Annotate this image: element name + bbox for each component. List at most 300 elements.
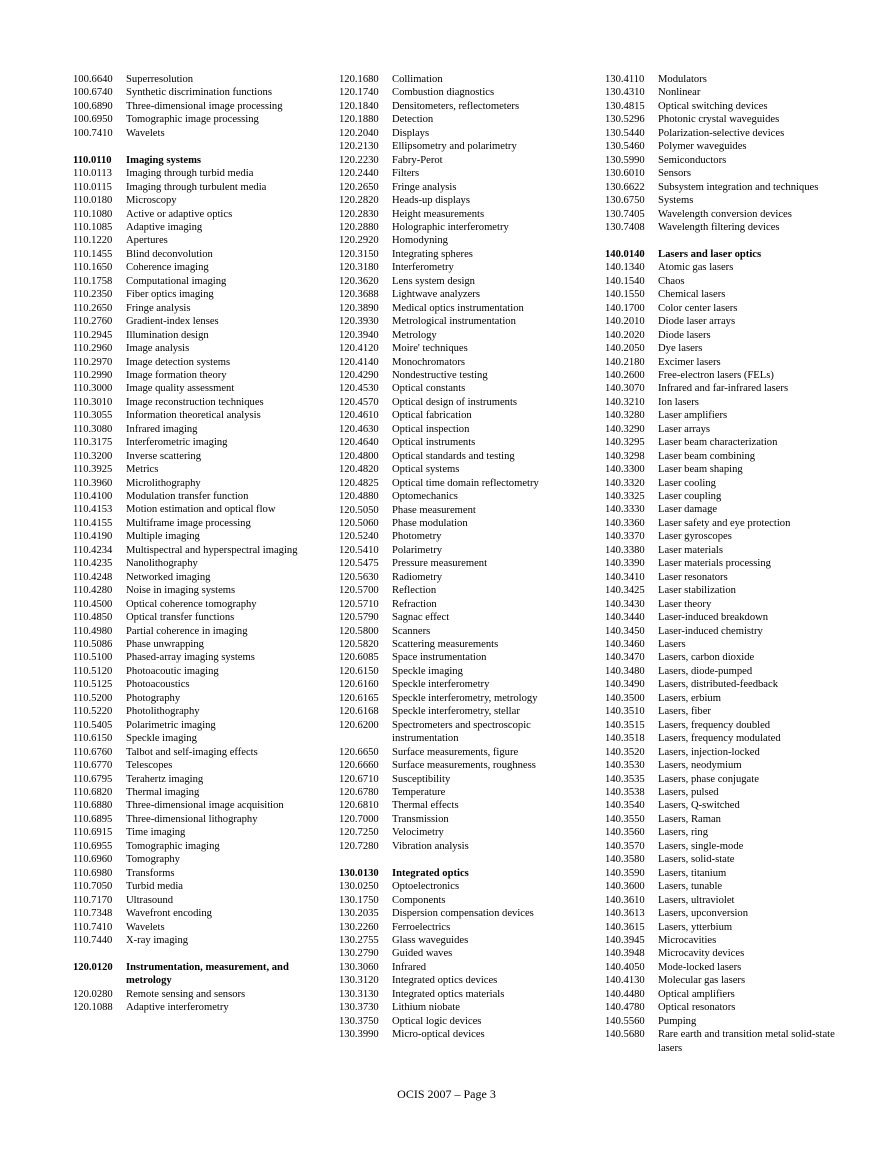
code-entry	[339, 342, 579, 355]
entry-label: Laser-induced chemistry	[658, 625, 763, 637]
entry-label: Lasers, frequency doubled	[658, 719, 771, 731]
entry-code: 120.5050	[339, 504, 379, 516]
code-entry	[339, 759, 579, 772]
entry-label: Lasers, fiber	[658, 706, 711, 718]
code-entry	[339, 409, 579, 422]
page-footer: OCIS 2007 – Page 3	[397, 1087, 496, 1101]
entry-code: 120.2130	[339, 141, 379, 153]
entry-code: 140.3425	[605, 585, 645, 597]
code-entry	[73, 356, 303, 369]
entry-code: 100.6740	[73, 87, 113, 99]
entry-code: 140.3530	[605, 760, 645, 772]
code-entry	[73, 329, 303, 342]
entry-code: 120.2830	[339, 208, 379, 220]
entry-code: 130.7408	[605, 221, 645, 233]
entry-label: Speckle imaging	[392, 665, 463, 677]
code-entry	[73, 181, 303, 194]
code-entry	[605, 181, 835, 194]
entry-code: 110.3055	[73, 410, 113, 422]
code-entry	[339, 907, 579, 920]
entry-label: Laser beam shaping	[658, 464, 743, 476]
code-entry	[339, 705, 579, 718]
entry-code: 130.2035	[339, 908, 379, 920]
entry-code: 100.7410	[73, 127, 113, 139]
entry-code: 120.4640	[339, 437, 379, 449]
entry-label: Lasers and laser optics	[658, 248, 762, 260]
entry-code: 130.4110	[605, 74, 645, 85]
code-entry	[339, 638, 579, 651]
entry-label: Three-dimensional image processing	[126, 100, 283, 112]
entry-label: Lasers, carbon dioxide	[658, 652, 755, 664]
entry-code: 140.3460	[605, 639, 645, 651]
code-entry	[605, 194, 835, 207]
code-entry	[605, 773, 835, 786]
entry-label: Lasers, Q-switched	[658, 800, 740, 812]
entry-label: Microcavity devices	[658, 948, 745, 960]
entry-label: Phase measurement	[392, 504, 476, 516]
entry-code: 110.2960	[73, 343, 113, 355]
column-3	[605, 73, 835, 1055]
entry-label: Partial coherence in imaging	[126, 625, 248, 637]
entry-code: 110.2760	[73, 316, 113, 328]
entry-code: 120.2230	[339, 154, 379, 166]
code-entry	[605, 921, 835, 934]
entry-label: Wavefront encoding	[126, 908, 212, 920]
entry-code: 120.6200	[339, 719, 379, 731]
code-entry	[605, 382, 835, 395]
entry-label: Phase unwrapping	[126, 639, 204, 651]
code-entry	[339, 356, 579, 369]
entry-code: 120.1680	[339, 74, 379, 85]
entry-label: Detection	[392, 114, 434, 126]
code-entry	[339, 813, 579, 826]
entry-label: Speckle imaging	[126, 733, 197, 745]
code-entry	[73, 934, 303, 947]
code-entry	[339, 504, 579, 517]
entry-label: Laser beam characterization	[658, 437, 778, 449]
entry-label: Photolithography	[126, 706, 200, 718]
entry-code: 140.3430	[605, 598, 645, 610]
entry-code: 110.0110	[73, 154, 112, 166]
entry-label: Superresolution	[126, 74, 194, 85]
entry-code: 140.4050	[605, 961, 645, 973]
entry-label: Components	[392, 894, 446, 906]
code-entry	[605, 813, 835, 826]
entry-code: 120.6168	[339, 706, 379, 718]
entry-code: 100.6890	[73, 100, 113, 112]
entry-code: 110.7170	[73, 894, 113, 906]
entry-label: Networked imaging	[126, 571, 211, 583]
code-entry	[339, 799, 579, 812]
code-entry	[605, 127, 835, 140]
entry-label: X-ray imaging	[126, 934, 189, 946]
entry-label: Photography	[126, 692, 181, 704]
entry-code: 110.3960	[73, 477, 113, 489]
entry-label: Vibration analysis	[392, 840, 469, 852]
entry-code: 140.3538	[605, 787, 645, 798]
code-entry	[73, 369, 303, 382]
code-entry	[339, 100, 579, 113]
entry-label: Speckle interferometry, metrology	[392, 692, 538, 704]
code-entry	[605, 1001, 835, 1014]
code-entry	[605, 934, 835, 947]
entry-code: 130.4815	[605, 100, 645, 112]
entry-code: 110.6960	[73, 854, 113, 866]
entry-label: Filters	[392, 168, 420, 180]
entry-label: Modulation transfer function	[126, 491, 249, 503]
entry-code: 140.3610	[605, 894, 645, 906]
code-entry	[339, 773, 579, 786]
entry-label: Lasers, ytterbium	[658, 921, 733, 933]
entry-label: Sagnac effect	[392, 612, 450, 624]
code-entry	[605, 288, 835, 301]
code-entry	[73, 732, 303, 745]
entry-label: Pressure measurement	[392, 558, 488, 570]
entry-label: Sensors	[658, 168, 691, 180]
entry-code: 140.3325	[605, 491, 645, 503]
entry-code: 140.3360	[605, 517, 645, 529]
code-entry	[605, 490, 835, 503]
code-entry	[73, 167, 303, 180]
code-entry	[339, 665, 579, 678]
code-entry	[605, 826, 835, 839]
entry-label: Infrared and far-infrared lasers	[658, 383, 789, 395]
entry-label: Laser gyroscopes	[658, 531, 732, 543]
entry-label: Holographic interferometry	[392, 221, 509, 233]
code-entry	[605, 1015, 835, 1028]
entry-label: Information theoretical analysis	[126, 410, 261, 422]
entry-code: 140.5680	[605, 1029, 645, 1041]
code-entry	[73, 557, 303, 570]
entry-label: Wavelength filtering devices	[658, 221, 780, 233]
entry-code: 120.6780	[339, 787, 379, 799]
entry-code: 110.3175	[73, 437, 113, 449]
entry-code: 120.6810	[339, 800, 379, 812]
entry-code: 140.3370	[605, 531, 645, 543]
entry-label: Guided waves	[392, 948, 453, 960]
entry-label: Polarization-selective devices	[658, 127, 785, 139]
code-entry	[605, 719, 835, 732]
entry-label: Three-dimensional image acquisition	[126, 800, 284, 812]
entry-label: Laser safety and eye protection	[658, 517, 791, 529]
entry-code: 110.3200	[73, 450, 113, 462]
code-entry	[339, 719, 579, 746]
entry-label: Velocimetry	[392, 827, 444, 839]
code-entry	[605, 503, 835, 516]
entry-code: 110.4190	[73, 531, 113, 543]
entry-code: 110.5100	[73, 652, 113, 664]
entry-label: Transmission	[392, 813, 449, 825]
entry-code: 130.6750	[605, 195, 645, 207]
entry-label: Integrated optics materials	[392, 988, 505, 1000]
code-entry	[73, 234, 303, 247]
entry-label: Radiometry	[392, 571, 443, 583]
code-entry	[73, 773, 303, 786]
entry-label: Photometry	[392, 531, 442, 543]
entry-code: 140.1550	[605, 289, 645, 301]
entry-code: 140.1540	[605, 275, 645, 287]
code-entry	[605, 369, 835, 382]
code-entry	[73, 409, 303, 422]
entry-code: 110.1650	[73, 262, 113, 274]
code-entry	[339, 477, 579, 490]
entry-code: 130.3990	[339, 1029, 379, 1041]
code-entry	[339, 382, 579, 395]
entry-code: 120.4530	[339, 383, 379, 395]
entry-label: Wavelength conversion devices	[658, 208, 792, 220]
code-entry	[73, 584, 303, 597]
code-entry	[605, 221, 835, 234]
entry-code: 110.0113	[73, 168, 112, 180]
entry-code: 140.3510	[605, 706, 645, 718]
entry-label: Lasers, phase conjugate	[658, 773, 759, 785]
code-entry	[339, 557, 579, 570]
entry-label: Optical instruments	[392, 437, 476, 449]
entry-code: 140.3500	[605, 692, 645, 704]
entry-label: Illumination design	[126, 329, 209, 341]
code-entry	[605, 315, 835, 328]
entry-code: 140.3210	[605, 396, 645, 408]
code-entry	[339, 275, 579, 288]
column-2	[339, 73, 579, 1042]
entry-label: Optical coherence tomography	[126, 598, 257, 610]
entry-label: Reflection	[392, 585, 437, 597]
entry-label: Microcavities	[658, 934, 717, 946]
entry-code: 110.7050	[73, 881, 113, 893]
section-spacer	[73, 140, 303, 153]
code-entry	[605, 867, 835, 880]
entry-label: Speckle interferometry, stellar	[392, 706, 520, 718]
entry-code: 140.3470	[605, 652, 645, 664]
entry-code: 110.5120	[73, 665, 113, 677]
entry-code: 120.4825	[339, 477, 379, 489]
entry-code: 120.6150	[339, 665, 379, 677]
entry-code: 140.4130	[605, 975, 645, 987]
code-entry	[605, 73, 835, 86]
entry-code: 120.1880	[339, 114, 379, 126]
entry-code: 130.0250	[339, 881, 379, 893]
entry-label: Chaos	[658, 275, 685, 287]
code-entry	[605, 638, 835, 651]
entry-code: 120.5710	[339, 598, 379, 610]
code-entry	[73, 463, 303, 476]
code-entry	[339, 288, 579, 301]
code-entry	[339, 1028, 579, 1041]
entry-code: 140.3515	[605, 719, 645, 731]
entry-code: 110.6895	[73, 813, 113, 825]
entry-code: 140.4780	[605, 1002, 645, 1014]
code-entry	[339, 517, 579, 530]
entry-code: 110.1220	[73, 235, 113, 247]
code-entry	[339, 826, 579, 839]
code-entry	[73, 665, 303, 678]
code-entry	[605, 625, 835, 638]
entry-label: Speckle interferometry	[392, 679, 490, 691]
entry-label: Height measurements	[392, 208, 485, 220]
entry-code: 140.3550	[605, 813, 645, 825]
entry-code: 120.4800	[339, 450, 379, 462]
code-entry	[605, 302, 835, 315]
code-entry	[605, 571, 835, 584]
column-1	[73, 73, 303, 1015]
entry-code: 120.3620	[339, 275, 379, 287]
entry-code: 110.1085	[73, 221, 113, 233]
code-entry	[605, 799, 835, 812]
entry-label: Remote sensing and sensors	[126, 988, 246, 1000]
entry-label: Spectrometers and spectroscopic instrumentation	[392, 719, 531, 745]
entry-label: Laser-induced breakdown	[658, 612, 769, 624]
code-entry	[605, 611, 835, 624]
entry-code: 130.5296	[605, 114, 645, 126]
entry-code: 110.4153	[73, 504, 113, 516]
entry-code: 120.6650	[339, 746, 379, 758]
entry-code: 110.3000	[73, 383, 113, 395]
entry-label: Lasers, Raman	[658, 813, 721, 825]
entry-code: 110.7348	[73, 908, 113, 920]
code-entry	[605, 356, 835, 369]
entry-label: Lasers, pulsed	[658, 787, 719, 798]
entry-label: Lithium niobate	[392, 1002, 460, 1014]
entry-label: Optical amplifiers	[658, 988, 735, 1000]
entry-code: 120.4120	[339, 343, 379, 355]
entry-label: Polarimetry	[392, 544, 443, 556]
entry-code: 120.2920	[339, 235, 379, 247]
entry-label: Noise in imaging systems	[126, 585, 236, 597]
entry-code: 120.0120	[73, 961, 113, 973]
entry-label: Systems	[658, 195, 694, 207]
entry-code: 120.6085	[339, 652, 379, 664]
code-entry	[339, 974, 579, 987]
entry-label: Integrating spheres	[392, 248, 473, 260]
entry-code: 110.2990	[73, 369, 113, 381]
entry-code: 140.3560	[605, 827, 645, 839]
entry-label: Chemical lasers	[658, 289, 726, 301]
entry-label: Microscopy	[126, 195, 177, 207]
code-entry	[73, 746, 303, 759]
entry-label: Rare earth and transition metal solid-state lasers	[658, 1029, 835, 1054]
entry-code: 110.6915	[73, 827, 113, 839]
section-heading	[605, 248, 835, 261]
code-entry	[605, 100, 835, 113]
code-entry	[605, 947, 835, 960]
code-entry	[605, 746, 835, 759]
entry-code: 140.2020	[605, 329, 645, 341]
entry-code: 130.7405	[605, 208, 645, 220]
entry-label: Thermal effects	[392, 800, 459, 812]
entry-code: 110.4155	[73, 517, 113, 529]
code-entry	[339, 302, 579, 315]
entry-label: Surface measurements, figure	[392, 746, 519, 758]
entry-code: 110.6880	[73, 800, 113, 812]
code-entry	[339, 140, 579, 153]
entry-code: 120.5800	[339, 625, 379, 637]
entry-label: Surface measurements, roughness	[392, 760, 536, 772]
entry-label: Diode lasers	[658, 329, 711, 341]
entry-code: 130.2755	[339, 934, 379, 946]
entry-label: Molecular gas lasers	[658, 975, 746, 987]
code-entry	[339, 261, 579, 274]
entry-label: Nondestructive testing	[392, 369, 488, 381]
entry-code: 110.1758	[73, 275, 113, 287]
entry-label: Lasers, titanium	[658, 867, 727, 879]
entry-label: Micro-optical devices	[392, 1029, 485, 1041]
entry-label: Susceptibility	[392, 773, 451, 785]
entry-label: Tomographic image processing	[126, 114, 259, 126]
code-entry	[73, 530, 303, 543]
entry-code: 120.6165	[339, 692, 379, 704]
entry-code: 140.5560	[605, 1015, 645, 1027]
entry-code: 130.2790	[339, 948, 379, 960]
entry-code: 120.7000	[339, 813, 379, 825]
entry-code: 140.4480	[605, 988, 645, 1000]
code-entry	[339, 369, 579, 382]
entry-label: Optical inspection	[392, 423, 470, 435]
entry-label: Thermal imaging	[126, 787, 200, 798]
entry-label: Optical constants	[392, 383, 466, 395]
entry-code: 120.7250	[339, 827, 379, 839]
entry-code: 110.5200	[73, 692, 113, 704]
entry-label: Pumping	[658, 1015, 697, 1027]
code-entry	[605, 423, 835, 436]
entry-code: 110.6770	[73, 760, 113, 772]
entry-label: Multispectral and hyperspectral imaging	[126, 544, 298, 556]
entry-label: Microlithography	[126, 477, 201, 489]
code-entry	[73, 517, 303, 530]
entry-label: Image formation theory	[126, 369, 227, 381]
entry-label: Excimer lasers	[658, 356, 721, 368]
entry-code: 130.3120	[339, 975, 379, 987]
entry-label: Multiple imaging	[126, 531, 200, 543]
entry-code: 130.0130	[339, 867, 379, 879]
entry-label: Optical standards and testing	[392, 450, 515, 462]
entry-code: 120.5475	[339, 558, 379, 570]
code-entry	[73, 275, 303, 288]
entry-label: Semiconductors	[658, 154, 727, 166]
entry-code: 110.2650	[73, 302, 113, 314]
entry-code: 110.4500	[73, 598, 113, 610]
entry-code: 140.2010	[605, 316, 645, 328]
code-entry	[339, 988, 579, 1001]
entry-code: 130.3750	[339, 1015, 379, 1027]
entry-code: 130.3730	[339, 1002, 379, 1014]
entry-code: 140.3613	[605, 908, 645, 920]
code-entry	[73, 490, 303, 503]
entry-code: 110.6980	[73, 867, 113, 879]
entry-code: 140.2600	[605, 369, 645, 381]
entry-label: Inverse scattering	[126, 450, 202, 462]
entry-label: Lasers, diode-pumped	[658, 665, 753, 677]
entry-label: Optical resonators	[658, 1002, 736, 1014]
entry-code: 110.5086	[73, 639, 113, 651]
entry-label: Fringe analysis	[392, 181, 457, 193]
code-entry	[339, 113, 579, 126]
code-entry	[605, 544, 835, 557]
code-entry	[339, 423, 579, 436]
code-entry	[339, 625, 579, 638]
code-entry	[73, 611, 303, 624]
entry-label: Laser damage	[658, 504, 718, 516]
code-entry	[73, 678, 303, 691]
code-entry	[73, 571, 303, 584]
code-entry	[339, 208, 579, 221]
code-entry	[73, 638, 303, 651]
entry-code: 110.5125	[73, 679, 113, 691]
code-entry	[339, 880, 579, 893]
entry-code: 120.5240	[339, 531, 379, 543]
entry-code: 140.3330	[605, 504, 645, 516]
entry-code: 140.3450	[605, 625, 645, 637]
entry-code: 110.4235	[73, 558, 113, 570]
